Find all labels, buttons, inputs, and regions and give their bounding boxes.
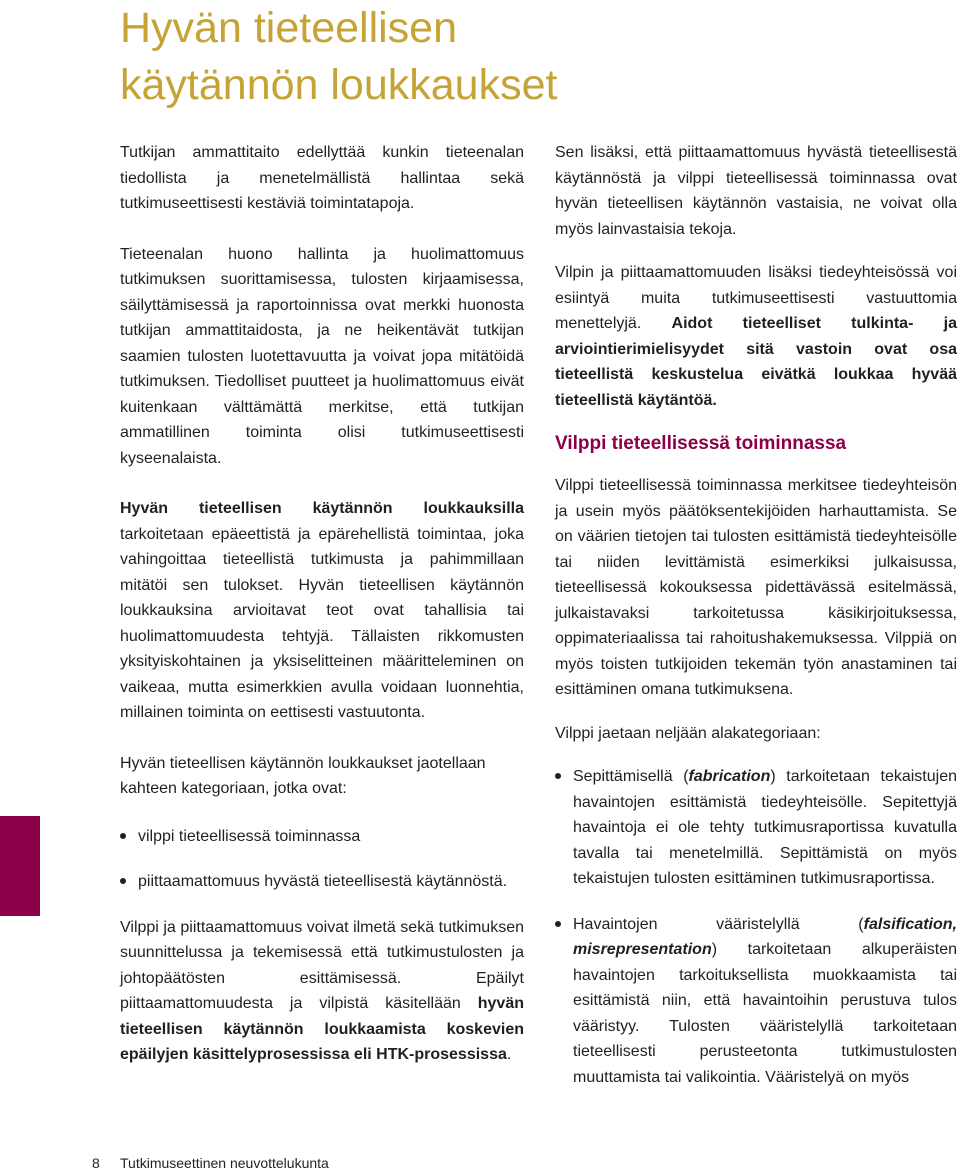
- right-paragraph-2-text: Vilpin ja piittaamattomuuden lisäksi tiedeyhteisössä voi esiintyä muita tutkimuseettisesti vastuuttomia menettelyjä.: [555, 264, 957, 332]
- right-paragraph-2: [555, 260, 957, 413]
- left-paragraph-1: Tutkijan ammattitaito edellyttää kunkin tieteenalan tiedollista ja menetelmällistä hallintaa sekä tutkimuseettisesti kestäviä toimintatapoja.: [120, 144, 524, 212]
- left-paragraph-3-text: tarkoitetaan epäeettistä ja epärehellistä toimintaa, joka vahingoittaa tieteellistä tutkimusta ja pahimmillaan mitätöi sen tulokset. Hyvän tieteellisen käytännön loukkauksina arvioitavat teot ovat tahallisia tai huolimattomuudesta tehtyjä. Tällaisten rikkomusten yksityiskohtainen ja yksiselitteinen määritteleminen on vaikeaa, mutta esimerkkien avulla voidaan luonnehtia, millainen toiminta on eettisesti vastuutonta.: [120, 525, 524, 721]
- list-item: vilppi tieteellisessä toiminnassa: [120, 824, 524, 850]
- left-paragraph-5: Vilppi ja piittaamattomuus voivat ilmetä sekä tutkimuksen suunnittelussa ja tekemisessä että tutkimustulosten ja johtopäätösten esittämisessä. Epäilyt piittaamattomuudesta ja vilpistä käsitellään hyvän tieteellisen käytännön loukkaamista koskevien epäilyjen käsittelyprosessissa eli HTK-prosessissa.: [120, 918, 524, 1063]
- right-paragraph-1: Sen lisäksi, että piittaamattomuus hyvästä tieteellisestä käytännöstä ja vilppi tieteellisessä toiminnassa ovat hyvän tieteellisen käytännön vastaisia, ne voivat olla myös lainvastaisia tekoja.: [555, 144, 957, 238]
- list-item: Sepittämisellä (fabrication) tarkoitetaan tekaistujen havaintojen esittämistä tiedeyhteisölle. Sepitettyjä havaintoja ei ole tehty tutkimusraportissa kuvatulla tavalla tai menetelmillä. Sepittämistä on myös tekaistujen tulosten esittäminen tutkimusraportissa.: [555, 764, 957, 892]
- bullet-icon: [555, 921, 561, 927]
- bullet-icon: [555, 773, 561, 779]
- page-title: [120, 0, 920, 114]
- right-paragraph-4: Vilppi jaetaan neljään alakategoriaan:: [555, 724, 821, 742]
- list-item: piittaamattomuus hyvästä tieteellisestä käytännöstä.: [120, 869, 524, 895]
- page-footer: [92, 1153, 329, 1173]
- term-falsification: falsification, misrepresentation: [573, 915, 957, 958]
- right-paragraph-2-bold: Aidot tieteelliset tulkinta- ja arviointierimielisyydet sitä vastoin ovat osa tieteellistä keskustelua eivätkä loukkaa hyvää tieteellistä käytäntöä.: [555, 315, 957, 409]
- term-fabrication: fabrication: [688, 768, 771, 785]
- left-paragraph-5-bold: hyvän tieteellisen käytännön loukkaamista koskevien epäilyjen käsittelyprosessissa eli HTK-prosessissa: [120, 995, 524, 1063]
- section-heading: Vilppi tieteellisessä toiminnassa: [555, 433, 847, 454]
- left-column: [120, 140, 524, 1068]
- left-paragraph-3-bold: Hyvän tieteellisen käytännön loukkauksilla: [120, 500, 524, 517]
- bullet-icon: [120, 833, 126, 839]
- subcategory-list: [555, 764, 957, 1090]
- page-number: 8: [92, 1155, 100, 1171]
- left-paragraph-4: Hyvän tieteellisen käytännön loukkaukset jaotellaan kahteen kategoriaan, jotka ovat:: [120, 754, 486, 797]
- right-paragraph-3: Vilppi tieteellisessä toiminnassa merkitsee tiedeyhteisön ja usein myös päätöksentekijöiden harhauttamista. Se on väärien tietojen tai tulosten esittämistä tiedeyhteisölle tai niiden levittämistä esimerkiksi julkaisussa, tieteellisessä kokouksessa pidettävässä esitelmässä, julkaistavaksi tarkoitetussa käsikirjoituksessa, oppimateriaalissa tai rahoitushakemuksessa. Vilppiä on myös toisten tutkijoiden tekemän työn anastaminen tai esittäminen omana tutkimuksena.: [555, 477, 957, 698]
- left-paragraph-2: Tieteenalan huono hallinta ja huolimattomuus tutkimuksen suorittamisessa, tulosten kirjaamisessa, säilyttämisessä ja raportoinnissa ovat merkki huonosta tutkijan ammattitaidosta, ja ne heikentävät tutkijan saamien tulosten luotettavuutta ja voivat jopa mitätöidä tutkimuksen. Tiedolliset puutteet ja huolimattomuus eivät kuitenkaan välttämättä merkitse, että tutkijan ammatillinen toiminta olisi tutkimuseettisesti kyseenalaista.: [120, 245, 524, 467]
- category-list: [120, 824, 524, 895]
- title-line-1: Hyvän tieteellisen: [120, 4, 458, 52]
- left-paragraph-3: [120, 496, 524, 726]
- left-paragraph-5-text: Vilppi ja piittaamattomuus voivat ilmetä sekä tutkimuksen suunnittelussa ja tekemisessä että tutkimustulosten ja johtopäätösten esittämisessä. Epäilyt piittaamattomuudesta ja vilpistä käsitellään: [120, 918, 524, 1012]
- side-accent-bar: [0, 816, 40, 916]
- publication-name: Tutkimuseettinen neuvottelukunta: [120, 1155, 329, 1171]
- bullet-icon: [120, 878, 126, 884]
- list-item: Havaintojen vääristelyllä (falsification, misrepresentation) tarkoitetaan alkuperäisten havaintojen tarkoituksellista muokkaamista tai esittämistä niin, että havaintoihin perustuva tulos vääristyy. Tulosten vääristelyllä tarkoitetaan tieteellisesti perusteetonta tutkimustulosten muuttamista tai valikointia. Vääristelyä on myös: [555, 912, 957, 1091]
- right-column: [555, 140, 957, 1090]
- title-line-2: käytännön loukkaukset: [120, 61, 558, 109]
